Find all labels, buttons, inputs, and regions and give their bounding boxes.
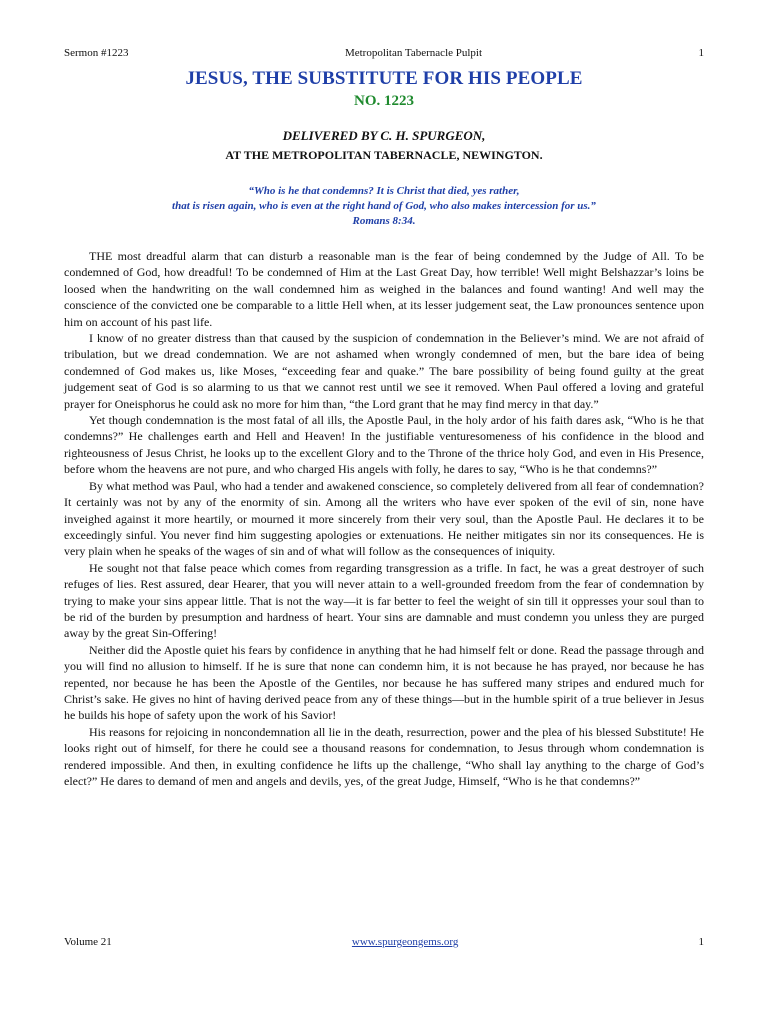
paragraph: He sought not that false peace which comes from regarding transgression as a trifle. In fact, he was a great destroyer of such refuges of lies. Rest assured, dear Hearer, that you will never attain to a well-grounded freedom from the fear of condemnation by trying to make your sins appear little. That is not the way—it is far better to feel the weight of sin till it oppresses your soul than to be rid of the burden by presumption and hardness of heart. Your sins are damnable and must condemn you unless they are purged away by the great Sin-Offering! xyxy=(64,560,704,641)
scripture-quote xyxy=(0,184,768,229)
paragraph: By what method was Paul, who had a tender and awakened conscience, so completely delivered from all fear of condemnation? It certainly was not by any of the enormity of sin. Among all the writers who have ever spoken of the evil of sin, none have inveighed against it more heartily, or mourned it more sincerely from their very soul, than the Apostle Paul. He declares it to be exceedingly sinful. You never find him suggesting apologies or extenuations. He neither mitigates sin nor its consequences. He is very plain when he speaks of the wages of sin and of what will follow as the consequences of iniquity. xyxy=(64,478,704,559)
paragraph: Yet though condemnation is the most fatal of all ills, the Apostle Paul, in the holy ardor of his faith dares ask, “Who is he that condemns?” He challenges earth and Hell and Heaven! In the justifiable venturesomeness of his confidence in the blood and righteousness of Jesus Christ, he looks up to the excellent Glory and to the Throne of the thrice holy God, and even in His Presence, before whom the heavens are not pure, and who charged His angels with folly, he dares to say, “Who is he that condemns?” xyxy=(64,413,704,477)
delivery-place: AT THE METROPOLITAN TABERNACLE, NEWINGTON. xyxy=(225,148,543,162)
scripture-line-1: “Who is he that condemns? It is Christ that died, yes rather, xyxy=(248,185,520,197)
scripture-line-2: that is risen again, who is even at the right hand of God, who also makes intercession for us.” xyxy=(172,200,596,212)
footer-page-number: 1 xyxy=(698,936,704,948)
paragraph: Neither did the Apostle quiet his fears by confidence in anything that he had himself felt or done. Read the passage through and you will find no allusion to himself. If he is sure that none can condemn him, it is not because he has prayed, nor because he has repented, nor because he has been the Apostle of the Gentiles, nor because he has suffered many stripes and endured much for Christ’s sake. He gives no hint of having derived peace from any of these things—but in the humble spirit of a true believer in Jesus he builds his hope of safety upon the work of his Savior! xyxy=(64,642,704,723)
scripture-reference: Romans 8:34. xyxy=(352,215,416,227)
sermon-number-label: Sermon #1223 xyxy=(64,47,129,59)
page-footer xyxy=(64,936,704,948)
volume-label: Volume 21 xyxy=(64,936,112,948)
paragraph: THE most dreadful alarm that can disturb a reasonable man is the fear of being condemned by the Judge of All. To be condemned of God, how dreadful! To be condemned of Him at the Last Great Day, how terrible! Well might Belshazzar’s loins be loosed when the handwriting on the wall condemned him as weighed in the balances and found wanting! And well may the conscience of the convicted one be comparable to a little Hell when, at its lesser judgement seat, the Law pronounces sentence upon him on account of his past life. xyxy=(64,249,704,329)
publication-title: Metropolitan Tabernacle Pulpit xyxy=(344,47,483,59)
paragraph: I know of no greater distress than that caused by the suspicion of condemnation in the Believer’s mind. We are not afraid of tribulation, but we dread condemnation. We are not ashamed when wrongly condemned of men, but the bare idea of being condemned of God makes us, like Moses, “exceeding fear and quake.” The bare possibility of being found guilty at the great judgement seat of God is so alarming to us that we cannot rest until we see it removed. When Paul offered a loving and grateful prayer for Oneisphorus he could ask no more for him than, “the Lord grant that he may find mercy in that day.” xyxy=(64,331,704,411)
sermon-body xyxy=(64,248,704,789)
sermon-title: JESUS, THE SUBSTITUTE FOR HIS PEOPLE xyxy=(185,68,583,89)
sermon-number: NO. 1223 xyxy=(354,93,414,109)
website-link[interactable]: www.spurgeongems.org xyxy=(351,936,459,948)
running-header xyxy=(64,47,704,59)
paragraph: His reasons for rejoicing in noncondemnation all lie in the death, resurrection, power and the plea of his blessed Substitute! He looks right out of himself, for there he could see a thousand reasons for condemnation, to Jesus through whom condemnation is rendered impossible. And then, in exulting confidence he lifts up the challenge, “Who shall lay anything to the charge of God’s elect?” He dares to demand of men and angels and devils, yes, of the great Judge, Himself, “Who is he that condemns?” xyxy=(64,724,704,788)
delivered-by: DELIVERED BY C. H. SPURGEON, xyxy=(282,128,486,143)
header-page-number: 1 xyxy=(698,47,704,59)
